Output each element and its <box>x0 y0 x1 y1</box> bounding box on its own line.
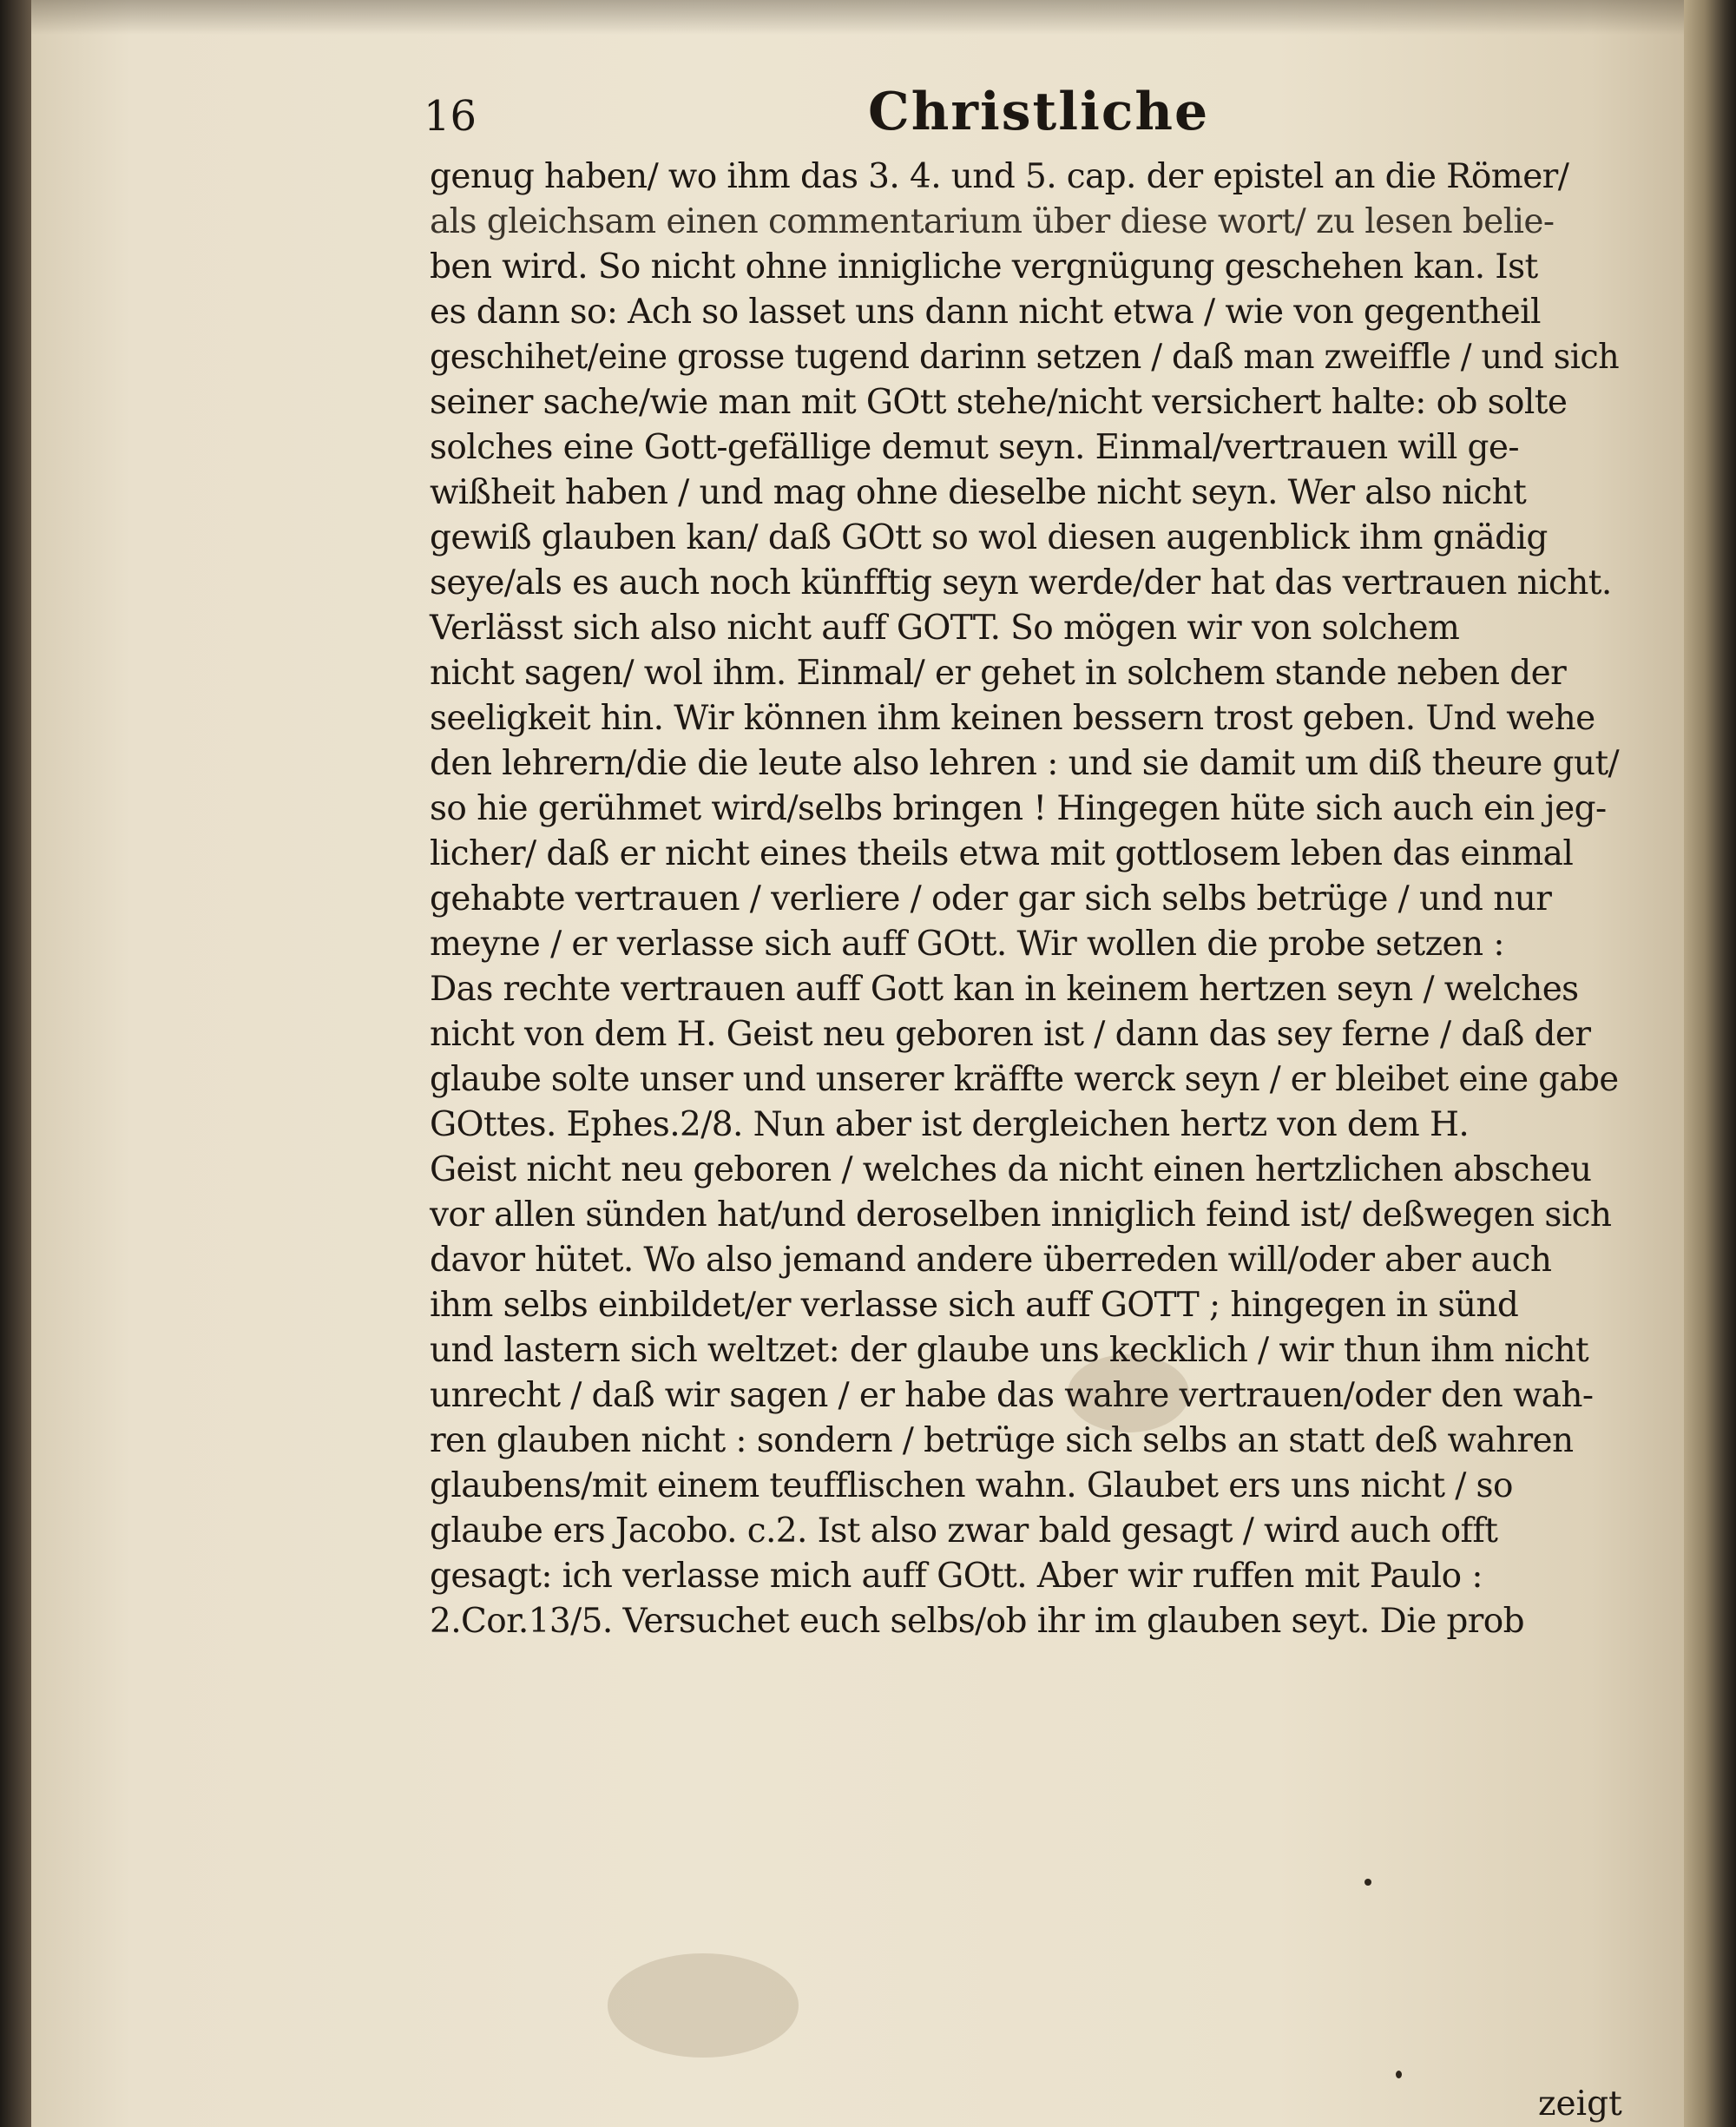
text-line: Das rechte vertrauen auff Gott kan in keinem hertzen seyn / welches <box>430 970 1579 1009</box>
text-line: vor allen sünden hat/und deroselben inniglich feind ist/ deßwegen sich <box>430 1195 1612 1235</box>
text-line: gewiß glauben kan/ daß GOtt so wol diesen augenblick ihm gnädig <box>430 518 1548 557</box>
text-line: unrecht / daß wir sagen / er habe das wahre vertrauen/oder den wah- <box>430 1376 1594 1415</box>
body-text <box>430 155 1619 1644</box>
text-line: so hie gerühmet wird/selbs bringen ! Hingegen hüte sich auch ein jeg- <box>430 789 1607 828</box>
text-line: geschihet/eine grosse tugend darinn setzen / daß man zweiffle / und sich <box>430 338 1620 377</box>
text-line: nicht von dem H. Geist neu geboren ist / dann das sey ferne / daß der <box>430 1015 1591 1054</box>
paper-stain <box>608 1953 799 2058</box>
text-line: seiner sache/wie man mit GOtt stehe/nicht versichert halte: ob solte <box>430 383 1568 422</box>
text-line: nicht sagen/ wol ihm. Einmal/ er gehet in solchem stande neben der <box>430 654 1567 693</box>
text-line: ren glauben nicht : sondern / betrüge sich selbs an statt deß wahren <box>430 1421 1574 1460</box>
text-line: glaube ers Jacobo. c.2. Ist also zwar bald gesagt / wird auch offt <box>430 1511 1498 1551</box>
book-binding-edge <box>0 0 33 2127</box>
text-line: licher/ daß er nicht eines theils etwa mit gottlosem leben das einmal <box>430 834 1574 873</box>
book-fold-right <box>1684 0 1736 2127</box>
text-line: Verlässt sich also nicht auff GOTT. So mögen wir von solchem <box>430 609 1460 648</box>
text-line: ihm selbs einbildet/er verlasse sich auff GOTT ; hingegen in sünd <box>430 1286 1519 1325</box>
text-line: wißheit haben / und mag ohne dieselbe nicht seyn. Wer also nicht <box>430 473 1527 512</box>
text-line: seeligkeit hin. Wir können ihm keinen bessern trost geben. Und wehe <box>430 699 1595 738</box>
text-line: und lastern sich weltzet: der glaube uns kecklich / wir thun ihm nicht <box>430 1331 1589 1370</box>
text-line: seye/als es auch noch künfftig seyn werde/der hat das vertrauen nicht. <box>430 563 1612 603</box>
text-line: gesagt: ich verlasse mich auff GOtt. Aber wir ruffen mit Paulo : <box>430 1557 1483 1596</box>
ink-speck <box>1364 1879 1371 1886</box>
page-number: 16 <box>424 92 477 141</box>
text-line: 2.Cor.13/5. Versuchet euch selbs/ob ihr im glauben seyt. Die prob <box>430 1602 1525 1641</box>
text-line: glaubens/mit einem teufflischen wahn. Glaubet ers uns nicht / so <box>430 1466 1513 1505</box>
text-line: es dann so: Ach so lasset uns dann nicht etwa / wie von gegentheil <box>430 293 1541 332</box>
page-top-shadow <box>31 0 1691 35</box>
text-line: glaube solte unser und unserer kräffte werck seyn / er bleibet eine gabe <box>430 1060 1619 1099</box>
text-line: meyne / er verlasse sich auff GOtt. Wir wollen die probe setzen : <box>430 925 1504 964</box>
text-line: solches eine Gott-gefällige demut seyn. Einmal/vertrauen will ge- <box>430 428 1519 467</box>
text-line: ben wird. So nicht ohne innigliche vergnügung geschehen kan. Ist <box>430 247 1538 286</box>
text-line: gehabte vertrauen / verliere / oder gar sich selbs betrüge / und nur <box>430 879 1552 919</box>
text-line: GOttes. Ephes.2/8. Nun aber ist dergleichen hertz von dem H. <box>430 1105 1470 1144</box>
text-line: genug haben/ wo ihm das 3. 4. und 5. cap. der epistel an die Römer/ <box>430 157 1569 196</box>
text-line: Geist nicht neu geboren / welches da nicht einen hertzlichen abscheu <box>430 1150 1592 1189</box>
text-line: davor hütet. Wo also jemand andere überreden will/oder aber auch <box>430 1241 1552 1280</box>
page-header <box>0 69 1736 148</box>
text-line: den lehrern/die die leute also lehren : und sie damit um diß theure gut/ <box>430 744 1620 783</box>
running-head: Christliche <box>868 82 1210 142</box>
catchword: zeigt <box>1538 2084 1622 2124</box>
text-line: als gleichsam einen commentarium über diese wort/ zu lesen belie- <box>430 202 1555 241</box>
ink-speck <box>1396 2071 1402 2078</box>
